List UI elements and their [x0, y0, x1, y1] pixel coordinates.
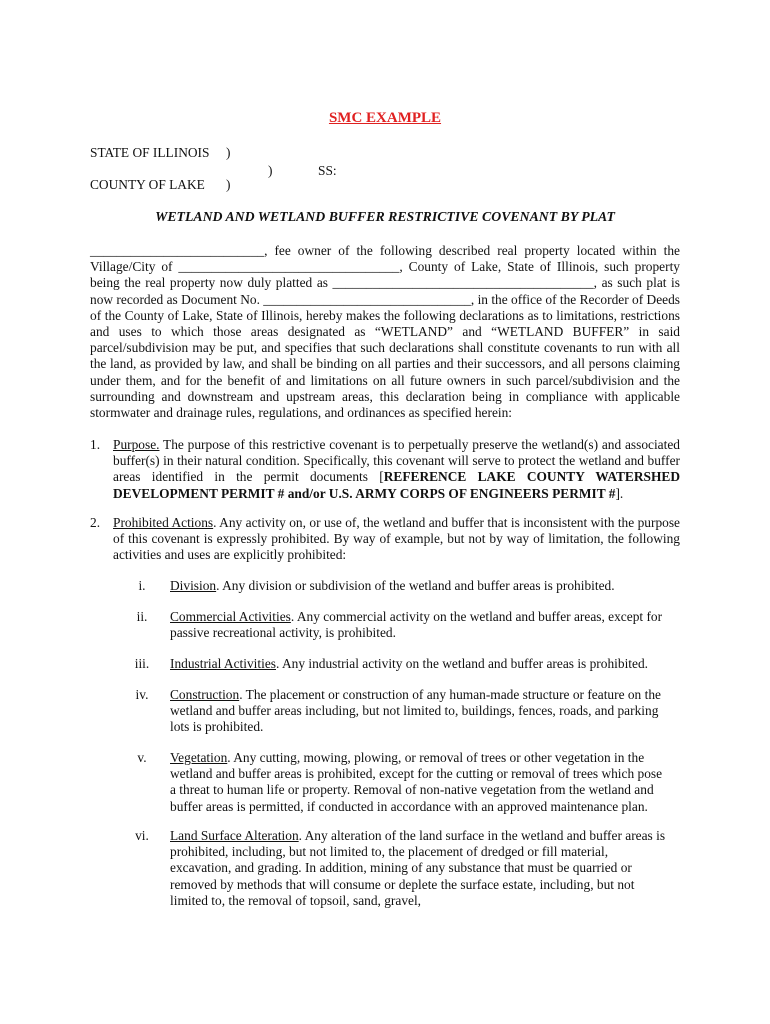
subsection-heading: Division: [170, 578, 217, 593]
subsection-heading: Vegetation: [170, 750, 228, 765]
subsection-body: . Any alteration of the land surface in the wetland and buffer areas is prohibited, including, but not limited to, the placement of dredged or fill material, excavation, and grading. In addition, mining of any substance that must be quarried or removed by methods that will consume or deplete the surface estate, including, but not limited to, the removal of topsoil, sand, gravel,: [170, 828, 666, 908]
subsection-text: [170, 750, 670, 815]
subsection-text: [170, 687, 670, 736]
section-heading: Purpose.: [113, 437, 160, 452]
venue-ss-line: [268, 163, 337, 179]
section-tail: ].: [615, 485, 624, 501]
venue-paren: ): [226, 145, 231, 160]
section-prohibited-actions: [90, 515, 680, 564]
subsection-body: . The placement or construction of any human-made structure or feature on the wetland and buffer areas including, but not limited to, buildings, fences, roads, and parking lots is prohibited.: [170, 687, 661, 735]
subsection-text: [170, 828, 670, 909]
venue-paren: ): [268, 163, 273, 178]
subsection-body: . Any industrial activity on the wetland and buffer areas is prohibited.: [276, 656, 648, 671]
subsection-number: ii.: [136, 609, 148, 624]
subsection-vegetation: [90, 750, 680, 815]
covenant-heading: WETLAND AND WETLAND BUFFER RESTRICTIVE COVENANT BY PLAT: [155, 209, 615, 224]
section-text: [113, 515, 680, 564]
venue-county: [90, 177, 231, 193]
intro-paragraph: __________________________, fee owner of the following described real property located within the Village/City of _________________________________, County of Lake, State of Illinois, such property being the real property now duly platted as _______________________________________, as such plat is now recorded as Document No. _______________________________, in the office of the Recorder of Deeds of the County of Lake, State of Illinois, hereby makes the following declarations as to limitations, restrictions and uses to which those areas designated as “WETLAND” and “WETLAND BUFFER” in said parcel/subdivision may be put, and specifies that such declarations shall constitute covenants to run with all the land, as provided by law, and shall be binding on all parties and their successors, and all persons claiming under them, and for the benefit of and limitations on all future owners in such parcel/subdivision and the surrounding and downstream and upstream areas, this declaration being in compliance with applicable stormwater and drainage rules, regulations, and ordinances as specified herein:: [90, 243, 680, 421]
subsection-land-surface: [90, 828, 680, 909]
subsection-number: v.: [137, 750, 147, 765]
subsection-industrial: [90, 656, 680, 672]
section-text: [113, 437, 680, 502]
section-number: 2.: [90, 515, 101, 530]
section-heading: Prohibited Actions: [113, 515, 214, 530]
subsection-number: iv.: [135, 687, 149, 702]
venue-state: [90, 145, 231, 161]
subsection-text: [170, 609, 670, 641]
section-bold-reference: REFERENCE LAKE COUNTY WATERSHED DEVELOPMENT PERMIT # and/or U.S. ARMY CORPS OF ENGINEERS PERMIT #: [113, 469, 680, 501]
subsection-body: . Any cutting, mowing, plowing, or removal of trees or other vegetation in the wetland and buffer areas is prohibited, except for the cutting or removal of trees which pose a threat to human life or property. Removal of non-native vegetation from the wetland and buffer areas is permitted, if conducted in accordance with an approved maintenance plan.: [170, 750, 663, 814]
venue-county-label: COUNTY OF LAKE: [90, 177, 205, 192]
section-number: 1.: [90, 437, 101, 452]
subsection-heading: Land Surface Alteration: [170, 828, 299, 843]
subsection-division: [90, 578, 680, 594]
subsection-number: i.: [138, 578, 146, 593]
section-purpose: [90, 437, 680, 502]
subsection-construction: [90, 687, 680, 736]
subsection-number: vi.: [135, 828, 149, 843]
subsection-number: iii.: [134, 656, 150, 671]
subsection-commercial: [90, 609, 680, 641]
document-title: SMC EXAMPLE: [328, 110, 442, 126]
subsection-body: . Any commercial activity on the wetland and buffer areas, except for passive recreational activity, is prohibited.: [170, 609, 663, 641]
section-body: The purpose of this restrictive covenant is to perpetually preserve the wetland(s) and associated buffer(s) in their natural condition. Specifically, this covenant will serve to protect the wetland and buffer areas identified in the permit documents [: [113, 437, 680, 485]
subsection-body: . Any division or subdivision of the wetland and buffer areas is prohibited.: [216, 578, 615, 593]
subsection-heading: Commercial Activities: [170, 609, 291, 624]
subsection-text: [170, 656, 670, 672]
venue-ss-label: SS:: [318, 163, 337, 178]
venue-paren: ): [226, 177, 231, 192]
section-body: . Any activity on, or use of, the wetland and buffer that is inconsistent with the purpose of this covenant is expressly prohibited. By way of example, but not by way of limitation, the following activities and uses are explicitly prohibited:: [113, 515, 681, 563]
subsection-heading: Construction: [170, 687, 240, 702]
venue-state-label: STATE OF ILLINOIS: [90, 145, 210, 160]
subsection-heading: Industrial Activities: [170, 656, 276, 671]
subsection-text: [170, 578, 670, 594]
